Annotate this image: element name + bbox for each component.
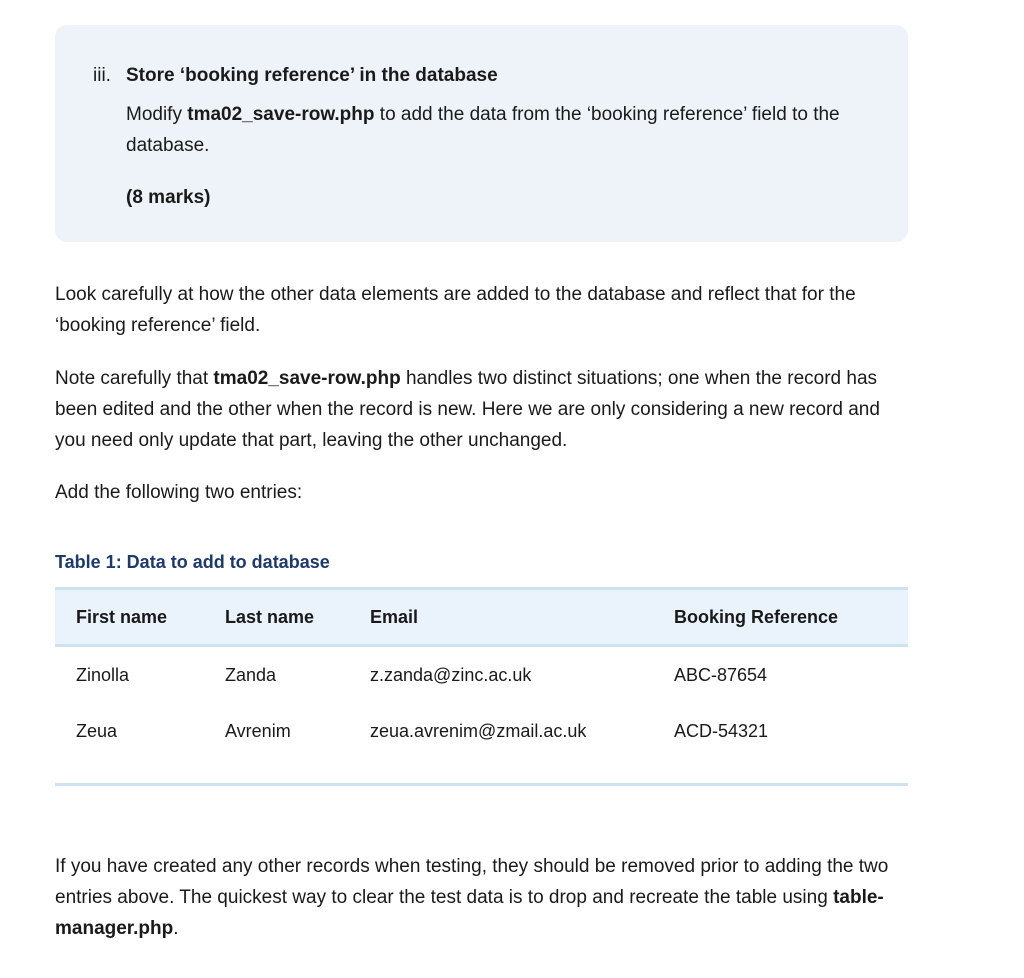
cell-last-name: Avrenim [225, 720, 291, 741]
table-header-row [55, 589, 908, 646]
cell-booking-reference: ABC-87654 [674, 664, 768, 685]
table-spacer-row [55, 759, 908, 785]
data-table [55, 587, 908, 786]
paragraph-3: Add the following two entries: [55, 482, 303, 503]
paragraph-4 [55, 851, 915, 944]
task-desc-text-2: to add the data from the ‘booking reference’ field to the database. [126, 104, 840, 156]
cell-email: zeua.avrenim@zmail.ac.uk [370, 720, 587, 741]
task-description [126, 99, 886, 161]
cell-booking-reference: ACD-54321 [674, 720, 769, 741]
para2-text-2: handles two distinct situations; one when the record has been edited and the other when the record is new. Here we are only considering a new record and you need only update that part, leaving the other unchanged. [55, 368, 880, 451]
task-desc-text: Modify [126, 104, 188, 125]
para2-filename: tma02_save-row.php [213, 368, 401, 389]
task-title: Store ‘booking reference’ in the database [126, 65, 498, 86]
task-desc-filename: tma02_save-row.php [187, 104, 375, 125]
paragraph-2 [55, 363, 915, 456]
para4-filename: table-manager.php [55, 887, 884, 939]
cell-first-name: Zinolla [76, 664, 130, 685]
paragraph-1: Look carefully at how the other data elements are added to the database and reflect that for the ‘booking reference’ field. [55, 284, 856, 336]
para4-text: If you have created any other records when testing, they should be removed prior to adding the two entries above. The quickest way to clear the test data is to drop and recreate the table using [55, 856, 889, 908]
header-booking-reference: Booking Reference [674, 606, 839, 627]
task-box [55, 25, 908, 242]
cell-email: z.zanda@zinc.ac.uk [370, 664, 532, 685]
para2-text: Note carefully that [55, 368, 214, 389]
task-marks: (8 marks) [126, 187, 211, 208]
header-email: Email [370, 606, 419, 627]
header-last-name: Last name [225, 606, 315, 627]
header-first-name: First name [76, 606, 168, 627]
table-row [55, 703, 908, 759]
task-number: iii. [93, 65, 111, 86]
cell-last-name: Zanda [225, 664, 277, 685]
cell-first-name: Zeua [76, 720, 118, 741]
table-row [55, 646, 908, 704]
table-caption: Table 1: Data to add to database [55, 552, 330, 572]
para4-text-2: . [173, 918, 179, 939]
